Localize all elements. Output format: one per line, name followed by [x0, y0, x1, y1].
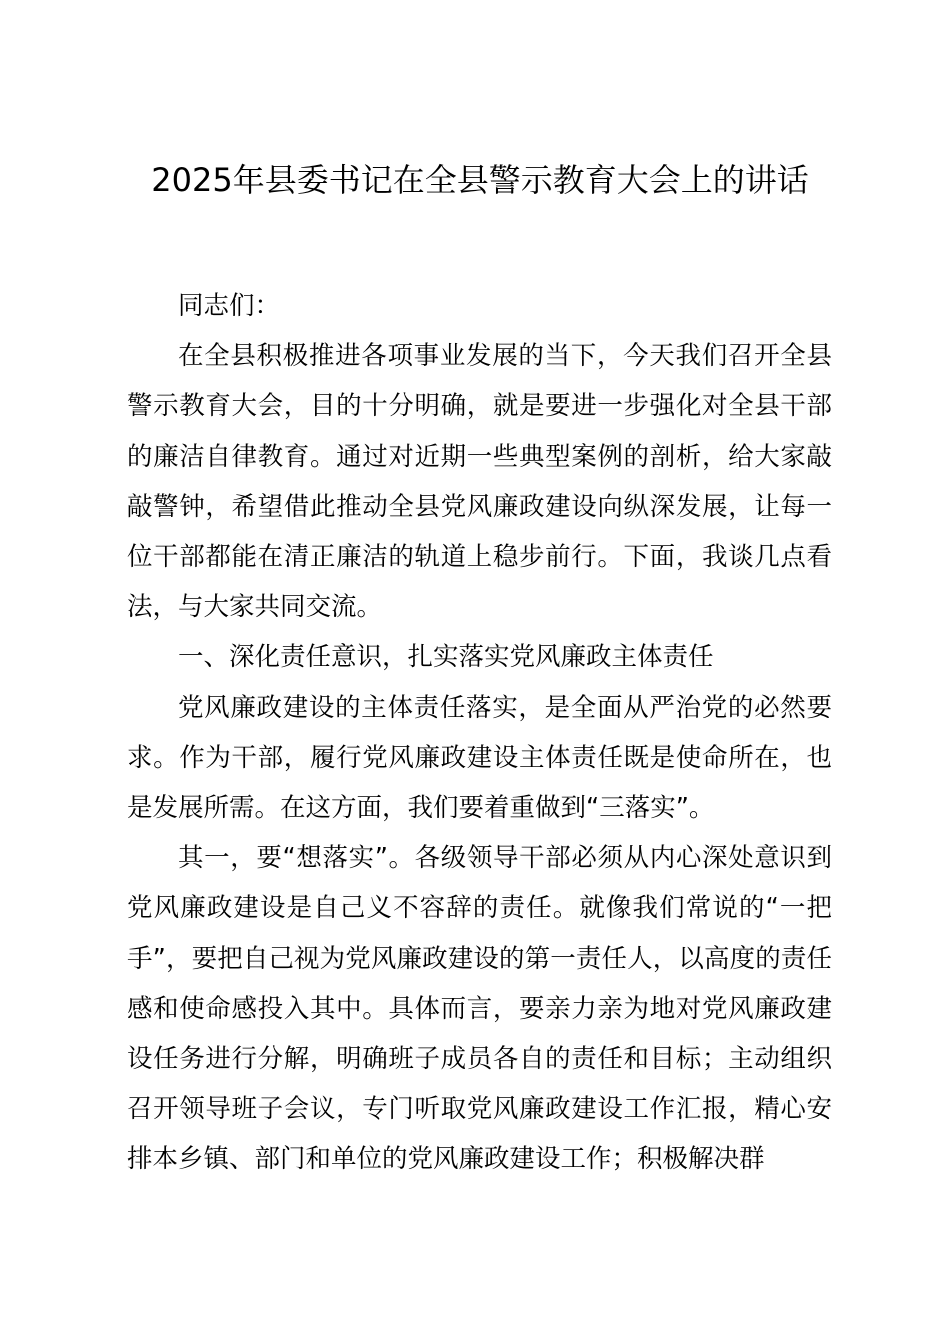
paragraph-intro: 在全县积极推进各项事业发展的当下，今天我们召开全县警示教育大会，目的十分明确，就是要进一步强化对全县干部的廉洁自律教育。通过对近期一些典型案例的剖析，给大家敲敲警钟，希望借此推动全县党风廉政建设向纵深发展，让每一位干部都能在清正廉洁的轨道上稳步前行。下面，我谈几点看法，与大家共同交流。 — [127, 341, 832, 623]
document-title: 2025年县委书记在全县警示教育大会上的讲话 — [151, 161, 809, 199]
paragraph-responsibility: 党风廉政建设的主体责任落实，是全面从严治党的必然要求。作为干部，履行党风廉政建设主体责任既是使命所在，也是发展所需。在这方面，我们要着重做到“三落实”。 — [127, 692, 832, 824]
document-body — [127, 281, 832, 1185]
salutation: 同志们： — [178, 291, 281, 321]
paragraph-first-point: 其一，要“想落实”。各级领导干部必须从内心深处意识到党风廉政建设是自己义不容辞的责任。就像我们常说的“一把手”，要把自己视为党风廉政建设的第一责任人，以高度的责任感和使命感投入其中。具体而言，要亲力亲为地对党风廉政建设任务进行分解，明确班子成员各自的责任和目标；主动组织召开领导班子会议，专门听取党风廉政建设工作汇报，精心安排本乡镇、部门和单位的党风廉政建设工作；积极解决群 — [127, 843, 832, 1175]
section-heading-1: 一、深化责任意识，扎实落实党风廉政主体责任 — [178, 642, 714, 673]
